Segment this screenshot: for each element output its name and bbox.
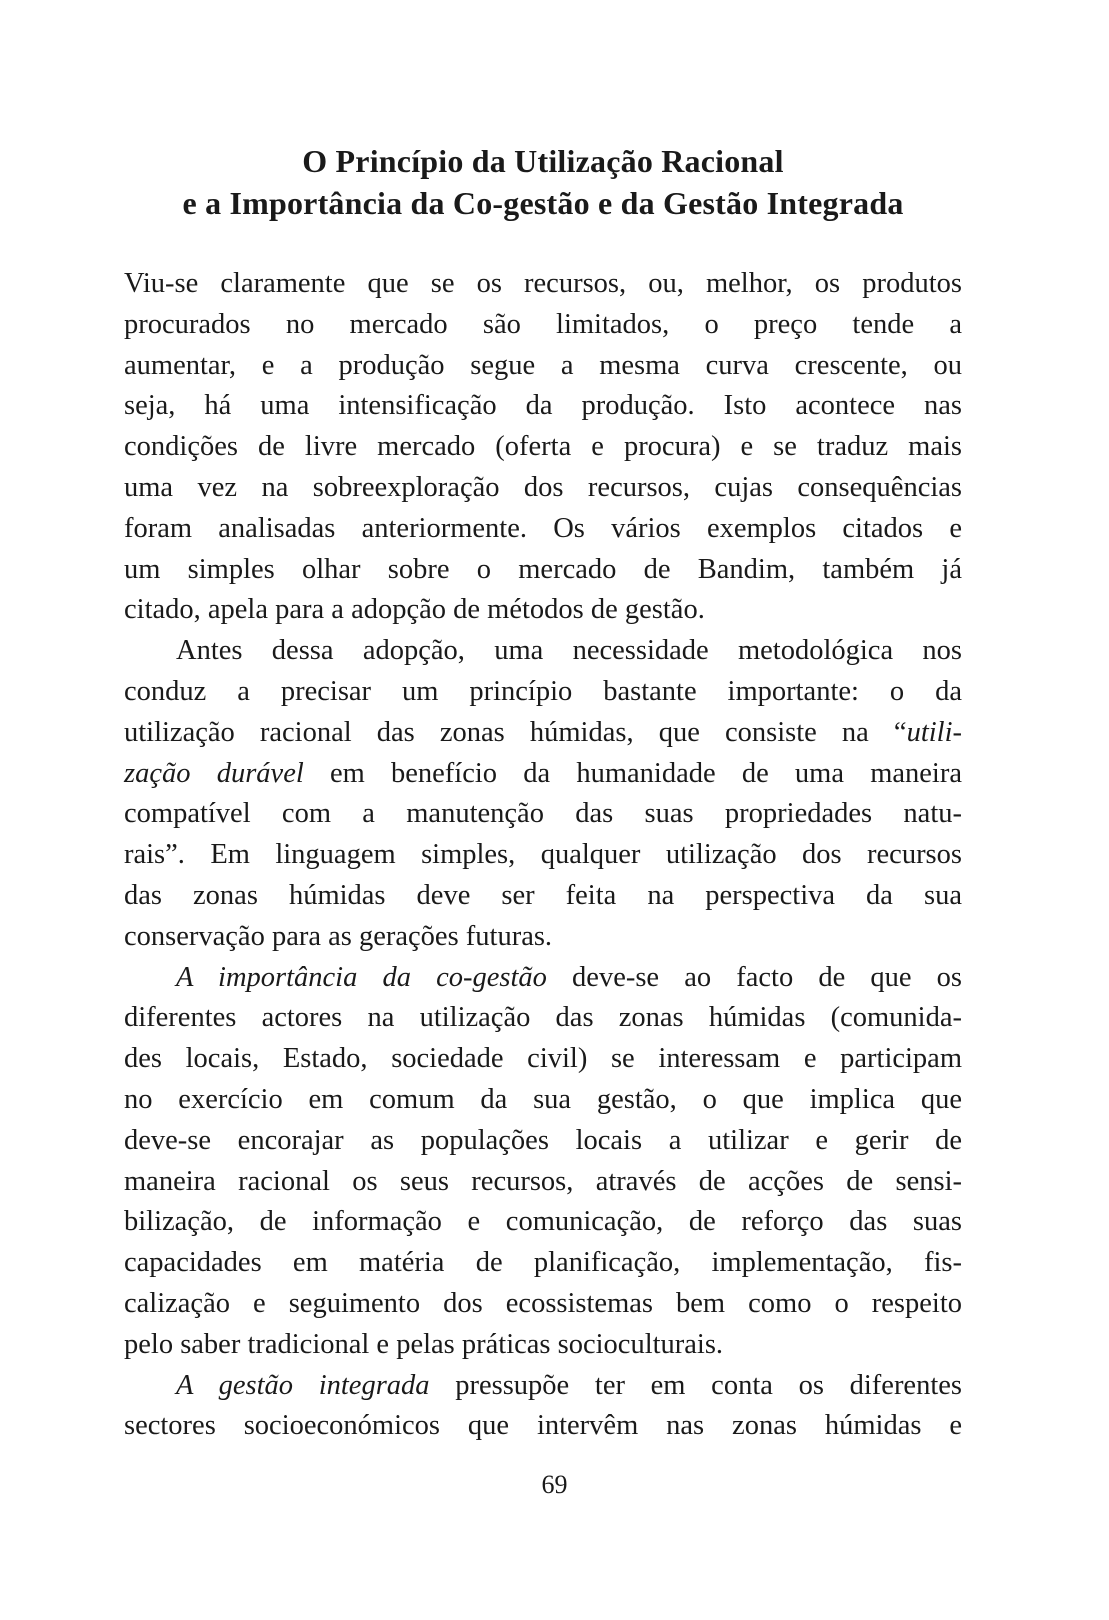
paragraph-3 — [124, 958, 962, 1366]
title-line-2: e a Importância da Co-gestão e da Gestão Integrada — [182, 185, 904, 221]
text-line — [124, 1366, 962, 1407]
text-line: procurados no mercado são limitados, o preço tende a — [124, 308, 962, 340]
page-content — [124, 140, 962, 1447]
text-line: deve-se encorajar as populações locais a utilizar e gerir de — [124, 1124, 962, 1156]
text-line: condições de livre mercado (oferta e procura) e se traduz mais — [124, 431, 962, 463]
text-line: seja, há uma intensificação da produção. Isto acontece nas — [124, 390, 962, 422]
text-line: citado, apela para a adopção de métodos de gestão. — [124, 594, 705, 626]
text-line: compatível com a manutenção das suas propriedades natu- — [124, 798, 962, 830]
page-title — [124, 140, 962, 224]
text-line: rais”. Em linguagem simples, qualquer utilização dos recursos — [124, 839, 962, 871]
text-line: maneira racional os seus recursos, através de acções de sensi- — [124, 1165, 962, 1197]
text-line: conduz a precisar um princípio bastante importante: o da — [124, 675, 962, 707]
text-line — [124, 958, 962, 999]
text-segment: utilização racional das zonas húmidas, que consiste na “ — [124, 716, 907, 748]
text-line: diferentes actores na utilização das zonas húmidas (comunida- — [124, 1002, 962, 1034]
text-segment: pressupõe ter em conta os diferentes — [429, 1369, 962, 1401]
text-line: no exercício em comum da sua gestão, o que implica que — [124, 1083, 962, 1115]
text-line: das zonas húmidas deve ser feita na perspectiva da sua — [124, 879, 962, 911]
text-line: uma vez na sobreexploração dos recursos, cujas consequências — [124, 471, 962, 503]
text-line: capacidades em matéria de planificação, implementação, fis- — [124, 1247, 962, 1279]
emphasis-text: A importância da co-gestão — [176, 961, 547, 993]
paragraph-2 — [124, 631, 962, 957]
text-line: um simples olhar sobre o mercado de Bandim, também já — [124, 553, 962, 585]
text-line: calização e seguimento dos ecossistemas bem como o respeito — [124, 1287, 962, 1319]
text-line: pelo saber tradicional e pelas práticas socioculturais. — [124, 1328, 724, 1360]
text-segment: em benefício da humanidade de uma maneira — [303, 757, 962, 789]
text-line: conservação para as gerações futuras. — [124, 920, 553, 952]
paragraph-4 — [124, 1366, 962, 1448]
text-line: Antes dessa adopção, uma necessidade metodológica nos — [176, 635, 962, 667]
page-number: 69 — [541, 1470, 568, 1499]
text-line: aumentar, e a produção segue a mesma curva crescente, ou — [124, 349, 962, 381]
text-line — [124, 754, 962, 795]
paragraph-1 — [124, 264, 962, 631]
text-line: sectores socioeconómicos que intervêm nas zonas húmidas e — [124, 1410, 962, 1442]
title-line-1: O Princípio da Utilização Racional — [302, 143, 784, 179]
text-line: foram analisadas anteriormente. Os vários exemplos citados e — [124, 512, 962, 544]
text-line: Viu-se claramente que se os recursos, ou, melhor, os produtos — [124, 268, 962, 299]
text-line — [124, 713, 962, 754]
emphasis-text: zação durável — [124, 757, 304, 789]
text-line: des locais, Estado, sociedade civil) se interessam e participam — [124, 1043, 962, 1075]
emphasis-text: A gestão integrada — [176, 1369, 430, 1401]
text-segment: deve-se ao facto de que os — [546, 961, 962, 993]
emphasis-text: utili- — [906, 716, 962, 748]
text-line: bilização, de informação e comunicação, de reforço das suas — [124, 1206, 962, 1238]
